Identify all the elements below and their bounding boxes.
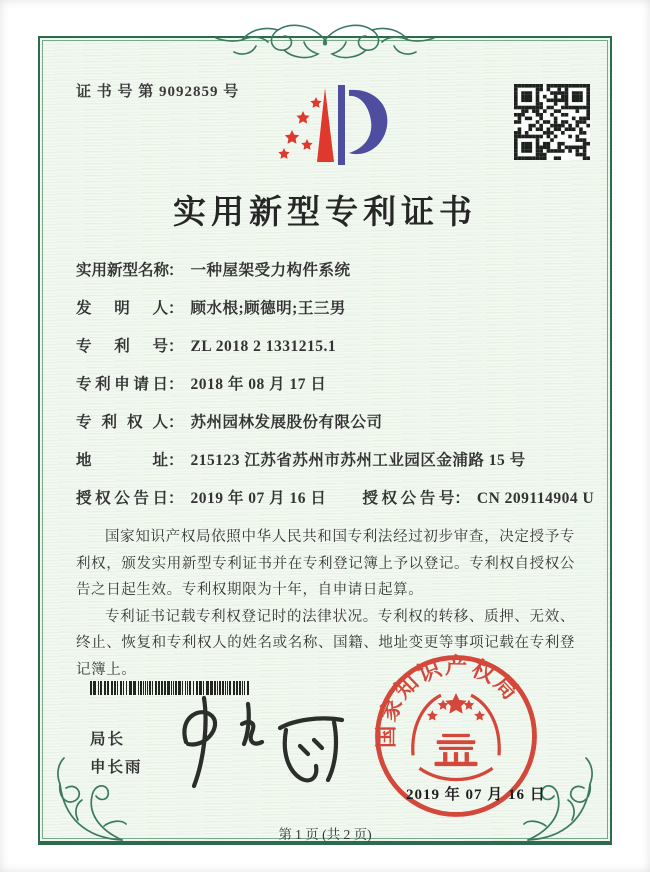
cnipa-logo-icon: [272, 80, 398, 172]
field-label: 专利申请日: [76, 376, 168, 393]
field-value-patentee: 苏州园林发展股份有限公司: [190, 414, 383, 431]
field-value-grant-number: CN 209114904 U: [476, 490, 595, 507]
field-label: 发明人: [76, 300, 168, 317]
field-label: 授权公告号: [362, 490, 455, 507]
page-number: 第 1 页 (共 2 页): [278, 827, 372, 842]
field-label: 专利号: [76, 338, 168, 355]
field-row-patent-number: 专利号 ： ZL 2018 2 1331215.1: [76, 336, 581, 358]
commissioner-name: 申长雨: [90, 759, 143, 776]
field-value-inventors: 顾水根;顾德明;王三男: [190, 300, 346, 317]
legal-paragraph-2: 专利证书记载专利权登记时的法律状况。专利权的转移、质押、无效、终止、恢复和专利权人的姓名或名称、国籍、地址变更等事项记载在专利登记簿上。: [76, 608, 575, 678]
field-row-inventors: 发明人 ： 顾水根;顾德明;王三男: [76, 298, 581, 320]
field-grant-number: 授权公告号 ： CN 209114904 U: [362, 488, 594, 510]
certificate-fields: [76, 260, 595, 526]
field-value-address: 215123 江苏省苏州市苏州工业园区金浦路 15 号: [190, 452, 526, 469]
field-label: 地址: [76, 452, 168, 469]
commissioner-title: 局长: [90, 731, 126, 748]
legal-paragraph-1: 国家知识产权局依照中华人民共和国专利法经过初步审查，决定授予专利权，颁发实用新型专利证书并在专利登记簿上予以登记。专利权自授权公告之日起生效。专利权期限为十年，自申请日起算。: [76, 529, 575, 598]
field-label: 专利权人: [76, 414, 168, 431]
field-value-filing-date: 2018 年 08 月 17 日: [190, 376, 327, 393]
national-emblem: [427, 693, 485, 766]
handwritten-signature: [158, 690, 358, 795]
certificate-number: 证 书 号 第 9092859 号: [76, 84, 240, 100]
seal-agency-text: 国家知识产权局: [373, 653, 525, 749]
field-row-filing-date: 专利申请日 ： 2018 年 08 月 17 日: [76, 374, 581, 396]
field-label: 授权公告日: [76, 490, 168, 507]
field-value-grant-date: 2019 年 07 月 16 日: [190, 490, 327, 507]
field-value-patent-number: ZL 2018 2 1331215.1: [190, 338, 337, 355]
field-row-name: 实用新型名称 ： 一种屋架受力构件系统: [76, 260, 581, 282]
field-row-patentee: 专利权人 ： 苏州园林发展股份有限公司: [76, 412, 581, 434]
svg-text:国家知识产权局: [374, 652, 525, 748]
field-value-utility-model-name: 一种屋架受力构件系统: [190, 262, 351, 279]
field-label: 实用新型名称: [76, 262, 170, 279]
qr-code: [514, 84, 590, 160]
top-flourish-ornament: [212, 16, 438, 66]
certificate-title: 实用新型专利证书: [173, 195, 477, 231]
field-row-grant: [76, 488, 595, 510]
field-grant-date: 授权公告日 ： 2019 年 07 月 16 日: [76, 488, 326, 510]
field-row-address: 地址 ： 215123 江苏省苏州市苏州工业园区金浦路 15 号: [76, 450, 581, 472]
seal-date: 2019 年 07 月 16 日: [406, 787, 546, 803]
